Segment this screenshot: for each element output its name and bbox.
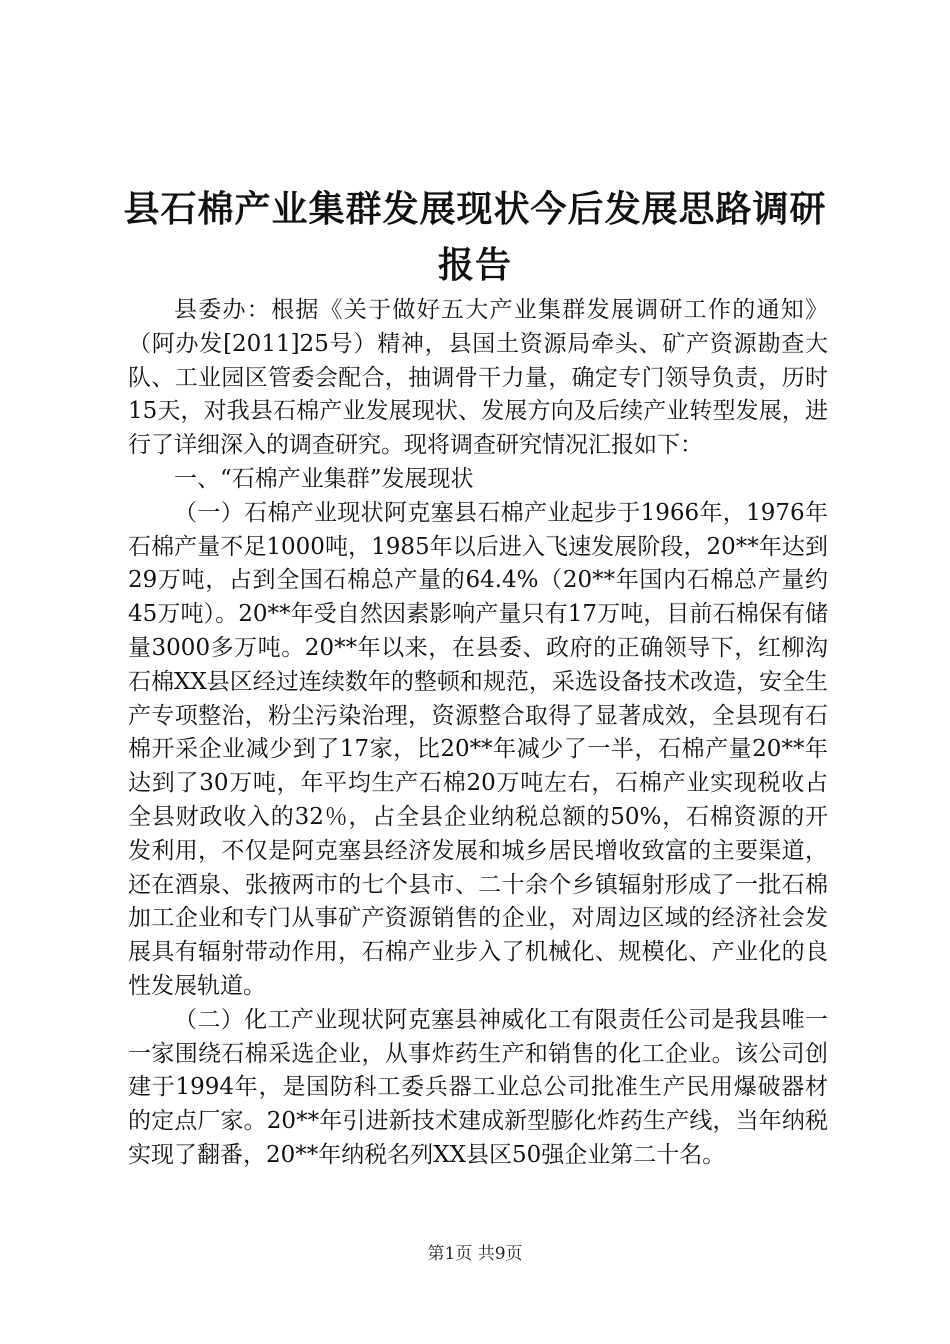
section-heading: 一、“石棉产业集群”发展现状 [174, 465, 474, 492]
document-title: 县石棉产业集群发展现状今后发展思路调研报告 [123, 189, 827, 286]
asbestos-industry-paragraph: （一）石棉产业现状阿克塞县石棉产业起步于1966年，1976年石棉产量不足1000吨，1985年以后进入飞速发展阶段，20**年达到29万吨，占到全国石棉总产量的64.4%（20**年国内石棉总产量约45万吨）。20**年受自然因素影响产量只有17万吨，目前石棉保有储量3000多万吨。20**年以来，在县委、政府的正确领导下，红柳沟石棉XX县区经过连续数年的整顿和规范，采选设备技术改造，安全生产专项整治，粉尘污染治理，资源整合取得了显著成效，全县现有石棉开采企业减少到了17家，比20**年减少了一半，石棉产量20**年达到了30万吨，年平均生产石棉20万吨左右，石棉产业实现税收占全县财政收入的32％，占全县企业纳税总额的50%，石棉资源的开发利用，不仅是阿克塞县经济发展和城乡居民增收致富的主要渠道，还在酒泉、张掖两市的七个县市、二十余个乡镇辐射形成了一批石棉加工企业和专门从事矿产资源销售的企业，对周边区域的经济社会发展具有辐射带动作用，石棉产业步入了机械化、规模化、产业化的良性发展轨道。 [128, 499, 828, 999]
chemical-industry-paragraph: （二）化工产业现状阿克塞县神威化工有限责任公司是我县唯一一家围绕石棉采选企业，从事炸药生产和销售的化工企业。该公司创建于1994年，是国防科工委兵器工业总公司批准生产民用爆破器材的定点厂家。20**年引进新技术建成新型膨化炸药生产线，当年纳税实现了翻番，20**年纳税名列XX县区50强企业第二十名。 [128, 1006, 828, 1168]
document-body [128, 294, 828, 1173]
page-number: 第1页 共9页 [427, 1244, 523, 1264]
intro-paragraph: 县委办：根据《关于做好五大产业集群发展调研工作的通知》（阿办发[2011]25号）精神，县国土资源局牵头、矿产资源勘查大队、工业园区管委会配合，抽调骨干力量，确定专门领导负责，历时15天，对我县石棉产业发展现状、发展方向及后续产业转型发展，进行了详细深入的调查研究。现将调查研究情况汇报如下： [128, 297, 828, 459]
